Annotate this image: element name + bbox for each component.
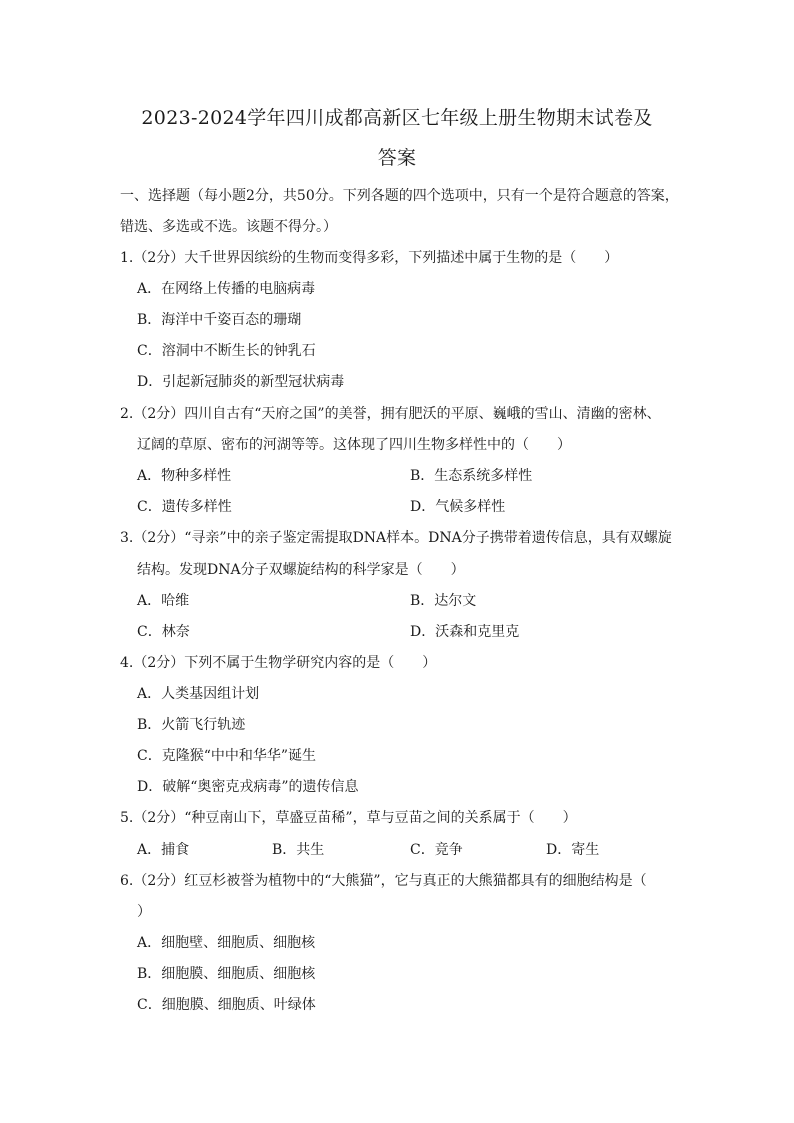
document-title-line-1: 2023-2024学年四川成都高新区七年级上册生物期末试卷及 [141, 107, 653, 129]
question-3-option-c: C．林奈 [137, 624, 190, 640]
question-1-option-d: D．引起新冠肺炎的新型冠状病毒 [137, 374, 345, 390]
section-heading-line-2: 错选、多选或不选。该题不得分。） [120, 219, 337, 235]
question-3-option-b: B．达尔文 [410, 593, 477, 609]
question-4-option-c: C．克隆猴“中中和华华”诞生 [137, 748, 317, 764]
question-3-option-a: A．哈维 [137, 593, 190, 609]
question-6-stem-line-2: ） [137, 904, 151, 920]
question-5-option-a: A．捕食 [137, 842, 190, 858]
question-1-option-a: A．在网络上传播的电脑病毒 [137, 281, 316, 297]
question-6-option-b: B．细胞膜、细胞质、细胞核 [137, 966, 316, 982]
question-2-option-c: C．遗传多样性 [137, 499, 232, 515]
question-2-option-b: B．生态系统多样性 [410, 468, 533, 484]
question-5-option-b: B．共生 [272, 842, 325, 858]
question-4-option-d: D．破解“奥密克戎病毒”的遗传信息 [137, 779, 359, 795]
section-heading-line-1: 一、选择题（每小题2分，共50分。下列各题的四个选项中，只有一个是符合题意的答案， [120, 188, 679, 204]
question-2-option-d: D．气候多样性 [410, 499, 506, 515]
question-3-stem-line-2: 结构。发现DNA分子双螺旋结构的科学家是（ ） [137, 562, 465, 578]
question-6-option-c: C．细胞膜、细胞质、叶绿体 [137, 997, 316, 1013]
question-6-stem-line-1: 6.（2分）红豆杉被誉为植物中的“大熊猫”，它与真正的大熊猫都具有的细胞结构是（ [120, 873, 647, 889]
question-1-option-b: B．海洋中千姿百态的珊瑚 [137, 312, 302, 328]
question-5-stem: 5.（2分）“种豆南山下，草盛豆苗稀”，草与豆苗之间的关系属于（ ） [120, 810, 577, 826]
question-2-stem-line-2: 辽阔的草原、密布的河湖等等。这体现了四川生物多样性中的（ ） [137, 437, 571, 453]
question-2-stem-line-1: 2.（2分）四川自古有“天府之国”的美誉，拥有肥沃的平原、巍峨的雪山、清幽的密林、 [120, 406, 661, 422]
document-title-line-2: 答案 [377, 147, 417, 169]
question-3-stem-line-1: 3.（2分）“寻亲”中的亲子鉴定需提取DNA样本。DNA分子携带着遗传信息，具有双螺旋 [120, 530, 672, 546]
question-5-option-d: D．寄生 [546, 842, 600, 858]
question-6-option-a: A．细胞壁、细胞质、细胞核 [137, 935, 316, 951]
question-5-option-c: C．竞争 [410, 842, 463, 858]
question-4-stem: 4.（2分）下列不属于生物学研究内容的是（ ） [120, 655, 437, 671]
question-4-option-b: B．火箭飞行轨迹 [137, 717, 246, 733]
question-1-stem: 1.（2分）大千世界因缤纷的生物而变得多彩，下列描述中属于生物的是（ ） [120, 250, 619, 266]
question-2-option-a: A．物种多样性 [137, 468, 232, 484]
question-4-option-a: A．人类基因组计划 [137, 686, 260, 702]
question-3-option-d: D．沃森和克里克 [410, 624, 520, 640]
question-1-option-c: C．溶洞中不断生长的钟乳石 [137, 343, 316, 359]
